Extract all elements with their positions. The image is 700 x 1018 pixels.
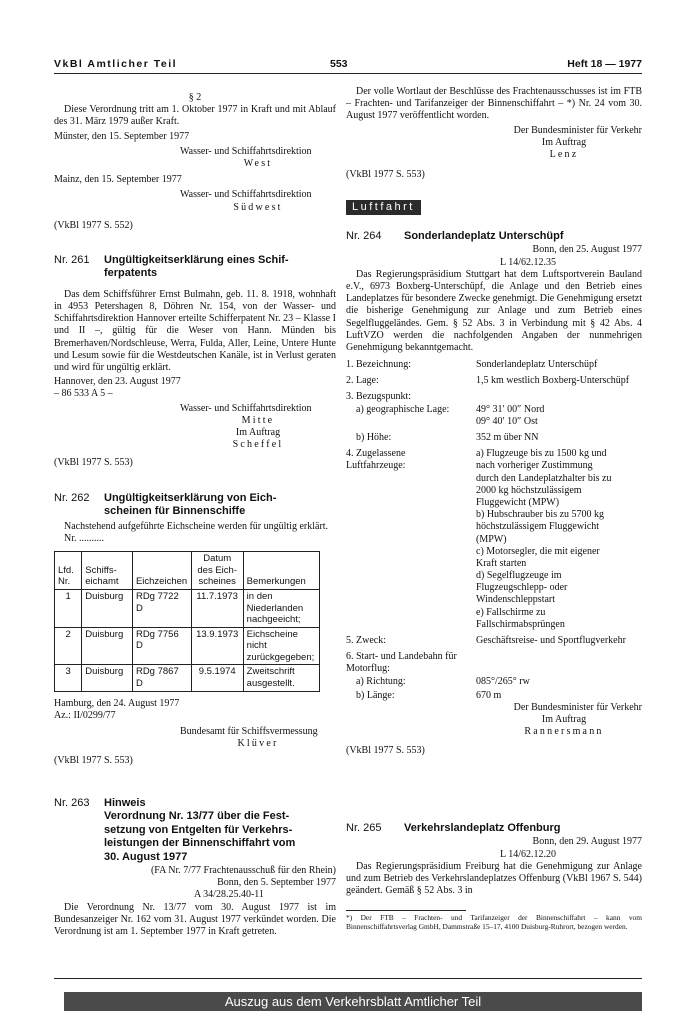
page-number: 553 [330, 58, 348, 70]
file-number: – 86 533 A 5 – [54, 388, 113, 400]
authority-region: West [243, 157, 273, 169]
table-header-cell: Lfd. Nr. [55, 552, 82, 590]
table-cell: RDg 7756 D [132, 627, 191, 665]
table-header-cell: Datum des Eich-scheines [191, 552, 243, 590]
spec-label: 3. Bezugspunkt: [346, 391, 411, 403]
right-top [346, 86, 642, 181]
table-cell: 11.7.1973 [191, 589, 243, 627]
journal-title: VkBl Amtlicher Teil [54, 58, 178, 70]
entry-number: Nr. 262 [54, 492, 90, 504]
table-cell: Duisburg [82, 665, 133, 691]
place-date: Hannover, den 23. August 1977 [54, 376, 181, 388]
on-behalf: Im Auftrag [235, 426, 281, 438]
authority: Wasser- und Schiffahrtsdirektion [180, 145, 312, 157]
entry-title: Verkehrslandeplatz Offenburg [404, 822, 561, 834]
section-heading-luftfahrt: Luftfahrt [346, 200, 421, 215]
entry-title: Sonderlandeplatz Unterschüpf [404, 230, 564, 242]
issue-label: Heft 18 — 1977 [567, 58, 642, 70]
spec-row: a) geographische Lage: 49° 31′ 00″ Nord 09° 40′ 10″ Ost [356, 403, 545, 427]
spec-row: b) Höhe: 352 m über NN [356, 432, 539, 444]
entry-text: Das Regierungspräsidium Freiburg hat die Genehmigung zur Anlage und zum Betrieb des Verkehrslandeplatzes Offenburg (VkBl 1967 S. 544) geändert. Gemäß § 52 Abs. 3 in [346, 860, 642, 897]
table-cell: Zweitschrift ausgestellt. [243, 665, 319, 691]
table-cell: Duisburg [82, 627, 133, 665]
signer: Rannersmann [524, 726, 604, 738]
entry-265 [346, 822, 642, 897]
entry-date: Bonn, den 29. August 1977 [532, 836, 642, 848]
table-cell: Duisburg [82, 589, 133, 627]
on-behalf: Im Auftrag [541, 136, 587, 148]
file-number: Az.: II/0299/77 [54, 709, 116, 721]
on-behalf: Im Auftrag [541, 714, 587, 726]
spec-row: a) Richtung: 085°/265° rw [356, 675, 530, 687]
entry-text: Das Regierungspräsidium Stuttgart hat dem Luftsportverein Bauland e.V., 6973 Boxberg-Unterschüpf, die Anlage und den Betrieb eines Landeplatzes für besondere Zwecke genehmigt. Die Genehmigung ersetzt die bisherige Genehmigung zur Anlage und zum Betrieb eines Segelfluggeländes. Gem. § 52 Abs. 3 in Verbindung mit § 42 Abs. 4 LuftVZO werden die nachfolgenden Angaben der nunmehrigen Genehmigung bekanntgemacht. [346, 268, 642, 353]
table-cell: 2 [55, 627, 82, 665]
entry-title: scheinen für Binnenschiffe [104, 505, 246, 518]
eichschein-table [54, 551, 320, 691]
entry-title: Verordnung Nr. 13/77 über die Fest- [104, 810, 290, 823]
section-p2 [54, 92, 336, 232]
authority: Der Bundesminister für Verkehr [513, 124, 642, 136]
signer: Lenz [549, 148, 579, 160]
entry-number: Nr. 261 [54, 254, 90, 266]
file-number: A 34/28.25.40-11 [194, 889, 264, 901]
footnote-rule [346, 910, 466, 911]
signer: Klüver [237, 738, 279, 750]
entry-text: Die Verordnung Nr. 13/77 vom 30. August 1977 ist im Bundesanzeiger Nr. 162 vom 31. August 1977 verkündet worden. Die Verordnung ist am 1. September 1977 in Kraft getreten. [54, 901, 336, 937]
table-header-cell: Eichzeichen [132, 552, 191, 590]
entry-264 [346, 230, 642, 757]
authority: Wasser- und Schiffahrtsdirektion [180, 402, 312, 414]
reference: (VkBl 1977 S. 553) [346, 169, 425, 181]
entry-title: Hinweis [104, 797, 146, 809]
authority-region: Mitte [241, 414, 275, 426]
table-cell: Eichscheine nicht zurückgegeben; [243, 627, 319, 665]
spec-row: 1. Bezeichnung: Sonderlandeplatz Unterschüpf [346, 359, 598, 371]
entry-title: leistungen der Binnenschiffahrt vom [104, 837, 296, 850]
continued-text: Der volle Wortlaut der Beschlüsse des Frachtenausschusses ist im FTB – Frachten- und Tarifanzeiger der Binnenschiffahrt – *) Nr. 24 vom 30. August 1977 veröffentlicht worden. [346, 86, 642, 122]
entry-date: Bonn, den 25. August 1977 [532, 244, 642, 256]
entry-title: setzung von Entgelten für Verkehrs- [104, 823, 293, 836]
spec-row: 4. Zugelassene Luftfahrzeuge: a) Flugzeuge bis zu 1500 kg und nach vorheriger Zustimmung durch den Landeplatzhalter bis zu 2000 kg höchstzulässigem Fluggewicht (MPW) b) Hubschrauber bis zu 5700 kg höchstzulässigem Fluggewicht (MPW) c) Motorsegler, die mit eigener Kraft starten d) Segelflugzeuge im Flugzeugschlepp- oder Windenschleppstart e) Fallschirme zu Fallschirmabsprüngen [346, 448, 612, 630]
spec-row: 5. Zweck: Geschäftsreise- und Sportflugverkehr [346, 635, 626, 647]
entry-text: Das dem Schiffsführer Ernst Bulmahn, geb. 11. 8. 1918, wohnhaft in 4953 Petershagen 8, Döhren Nr. 154, von der Wasser- und Schiffahrtsdirektion Hannover erteilte Schifferpatent Nr. 23 – Klasse I und II –, gültig für die Weser von Hann. Münden bis Bremerhaven/Nordschleuse, Werra, Fulda, Aller, Leine, Untere Hunte und Lesum sowie für die Westdeutschen Kanäle, ist in Verlust geraten und wird für ungültig erklärt. [54, 288, 336, 373]
entry-number: Nr. 264 [346, 230, 382, 242]
authority: Bundesamt für Schiffsvermessung [180, 725, 318, 737]
file-number: L 14/62.12.20 [500, 848, 557, 860]
spec-label: 6. Start- und Landebahn für Motorflug: [346, 651, 457, 675]
table-cell: 1 [55, 589, 82, 627]
table-row [55, 665, 320, 691]
place-date: Münster, den 15. September 1977 [54, 130, 190, 142]
entry-subtitle: (FA Nr. 7/77 Frachtenausschuß für den Rhein) [150, 865, 336, 877]
entry-number: Nr. 265 [346, 822, 382, 834]
table-row [55, 589, 320, 627]
table-cell: in den Niederlanden nachgeeicht; [243, 589, 319, 627]
place-date: Hamburg, den 24. August 1977 [54, 697, 180, 709]
paragraph-text: Diese Verordnung tritt am 1. Oktober 1977 in Kraft und mit Ablauf des 31. März 1979 außer Kraft. [54, 104, 336, 128]
entry-title: Ungültigkeitserklärung eines Schif- [104, 254, 289, 266]
entry-title: 30. August 1977 [104, 850, 188, 863]
footnote: *) Der FTB – Frachten- und Tarifanzeiger der Binnenschiffahrt – kann vom Binnenschiffahrtsverlag GmbH, Dammstraße 15–17, 4100 Duisburg-Ruhrort, bezogen werden. [346, 913, 642, 932]
reference: (VkBl 1977 S. 553) [54, 755, 133, 767]
spec-row: 2. Lage: 1,5 km westlich Boxberg-Unterschüpf [346, 375, 630, 387]
entry-number: Nr. 263 [54, 797, 90, 809]
entry-261 [54, 254, 336, 469]
table-cell: RDg 7722 D [132, 589, 191, 627]
table-cell: 9.5.1974 [191, 665, 243, 691]
entry-title: Ungültigkeitserklärung von Eich- [104, 492, 277, 504]
reference: (VkBl 1977 S. 552) [54, 219, 133, 231]
table-header-cell: Schiffs-eichamt [82, 552, 133, 590]
entry-intro: Nachstehend aufgeführte Eichscheine werden für ungültig erklärt. [64, 520, 329, 532]
reference: (VkBl 1977 S. 553) [54, 457, 133, 469]
place-date: Mainz, den 15. September 1977 [54, 174, 182, 186]
spec-row: b) Länge: 670 m [356, 689, 502, 701]
entry-263 [54, 797, 336, 938]
bottom-banner: Auszug aus dem Verkehrsblatt Amtlicher Teil [64, 992, 642, 1011]
authority: Wasser- und Schiffahrtsdirektion [180, 189, 312, 201]
header-rule [54, 73, 642, 74]
signer: Scheffel [232, 439, 284, 451]
table-cell: 3 [55, 665, 82, 691]
table-cell: RDg 7867 D [132, 665, 191, 691]
table-header-cell: Bemerkungen [243, 552, 319, 590]
table-row [55, 627, 320, 665]
entry-title: ferpatents [104, 267, 158, 280]
entry-262 [54, 492, 336, 767]
paragraph-heading: § 2 [188, 92, 202, 103]
reference: (VkBl 1977 S. 553) [346, 744, 425, 756]
table-cell: 13.9.1973 [191, 627, 243, 665]
file-number: L 14/62.12.35 [500, 256, 557, 268]
entry-date: Bonn, den 5. September 1977 [217, 877, 336, 889]
authority: Der Bundesminister für Verkehr [513, 701, 642, 713]
authority-region: Südwest [233, 201, 283, 213]
footer-rule [54, 978, 642, 979]
number-line: Nr. .......... [64, 533, 104, 544]
